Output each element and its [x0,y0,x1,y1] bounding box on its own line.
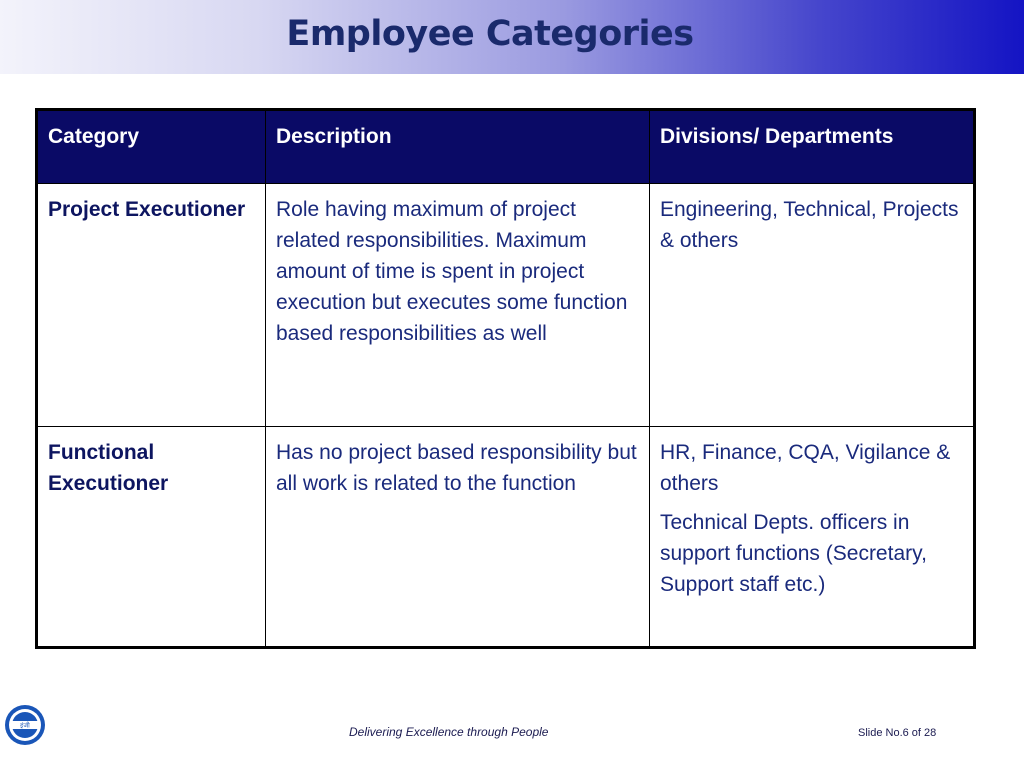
logo-text: इंजी [20,721,30,730]
divisions-text: HR, Finance, CQA, Vigilance & others [660,441,951,495]
table-row [37,427,975,648]
divisions-text: Engineering, Technical, Projects & others [660,198,959,252]
header-category: Category [37,110,266,184]
employee-categories-table [35,108,976,649]
description-cell: Role having maximum of project related responsibilities. Maximum amount of time is spent in project execution but executes some function based responsibilities as well [266,184,650,427]
divisions-text: Technical Depts. officers in support functions (Secretary, Support staff etc.) [660,511,927,596]
header-divisions: Divisions/ Departments [650,110,975,184]
header-description: Description [266,110,650,184]
category-cell: Project Executioner [37,184,266,427]
category-cell: Functional Executioner [37,427,266,648]
table-row [37,184,975,427]
description-cell: Has no project based responsibility but all work is related to the function [266,427,650,648]
divisions-cell [650,427,975,648]
slide-number: Slide No.6 of 28 [858,727,937,739]
table-header-row [37,110,975,184]
slide-title: Employee Categories [286,14,694,54]
footer-tagline: Delivering Excellence through People [349,725,549,739]
divisions-cell [650,184,975,427]
company-logo-icon [4,704,46,746]
